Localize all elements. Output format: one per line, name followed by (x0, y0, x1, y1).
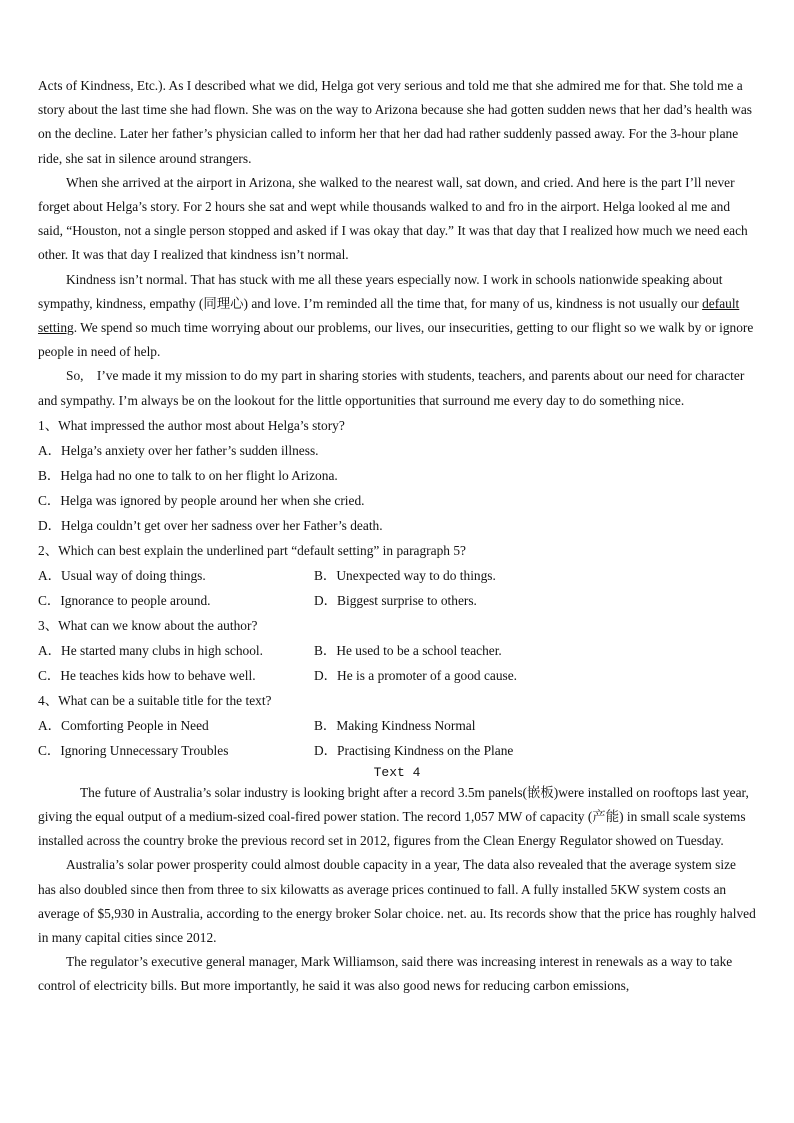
underlined-phrase: default setting (38, 295, 740, 336)
section-heading: Text 4 (373, 764, 421, 780)
question-stem: 2、Which can best explain the underlined part “default setting” in paragraph 5? (38, 542, 466, 558)
option-row (38, 563, 756, 588)
option-row (38, 663, 756, 688)
question-2 (38, 538, 756, 613)
option-d: D．Helga couldn’t get over her sadness over her Father’s death. (38, 517, 383, 533)
passage-paragraph: When she arrived at the airport in Arizona, she walked to the nearest wall, sat down, and cried. And here is the part I’ll never forget about Helga’s story. For 2 hours she sat and wept while thousands walked to and fro in the airport. Helga looked al me and said, “Houston, not a single person stopped and asked if I was okay that day.” It was that day that I realized how much we need each other. It was that day I realized that kindness isn’t normal. (38, 174, 748, 263)
option-a: A．Usual way of doing things. (38, 567, 206, 583)
option-c: C．Ignorance to people around. (38, 592, 211, 608)
option-row (38, 713, 756, 738)
question-4 (38, 688, 756, 763)
option-b: B．Making Kindness Normal (314, 717, 476, 733)
option-a: A．Helga’s anxiety over her father’s sudden illness. (38, 442, 319, 458)
paragraph-text: . We spend so much time worrying about our problems, our lives, our insecurities, getting to our flight so we walk by or ignore people in need of help. (38, 320, 754, 360)
passage-paragraph: The regulator’s executive general manager, Mark Williamson, said there was increasing interest in renewals as a way to take control of electricity bills. But more importantly, he said it was also good news for reducing carbon emissions, (38, 954, 733, 994)
passage-paragraph: Acts of Kindness, Etc.). As I described what we did, Helga got very serious and told me that she admired me for that. She told me a story about the last time she had flown. She was on the way to Arizona because she had gotten sudden news that her dad’s health was on the decline. Later her father’s physician called to inform her that her dad had rather suddenly passed away. For the 3-hour plane ride, she sat in silence around strangers. (38, 78, 752, 166)
passage-paragraph: The future of Australia’s solar industry is looking bright after a record 3.5m panels(嵌板)were installed on rooftops last year, giving the equal output of a medium-sized coal-fired power station. The record 1,057 MW of capacity (产能) in small scale systems installed across the country broke the previous record set in 2012, figures from the Clean Energy Regulator showed on Tuesday. (38, 784, 749, 849)
question-stem: 3、What can we know about the author? (38, 617, 258, 633)
option-c: C．Helga was ignored by people around her when she cried. (38, 492, 365, 508)
question-stem: 4、What can be a suitable title for the text? (38, 692, 272, 708)
passage-paragraph: Australia’s solar power prosperity could almost double capacity in a year, The data also revealed that the average system size has also doubled since then from three to six kilowatts as average prices continued to fall. A fully installed 5KW system costs an average of $5,930 in Australia, according to the energy broker Solar choice. net. au. Its records show that the price has roughly halved in many capital cities since 2012. (38, 857, 756, 946)
option-a: A．Comforting People in Need (38, 717, 209, 733)
option-d: D．He is a promoter of a good cause. (314, 667, 518, 683)
option-b: B．He used to be a school teacher. (314, 642, 502, 658)
question-stem: 1、What impressed the author most about Helga’s story? (38, 417, 345, 433)
paragraph-text: Kindness isn’t normal. That has stuck with me all these years especially now. I work in schools nationwide speaking about sympathy, kindness, empathy (同理心) and love. I’m reminded all the time that, for many of us, kindness is not usually our (38, 271, 723, 311)
question-3 (38, 613, 756, 688)
option-row (38, 638, 756, 663)
option-row (38, 588, 756, 613)
question-1 (38, 413, 756, 538)
passage-paragraph: So, I’ve made it my mission to do my part in sharing stories with students, teachers, and parents about our need for character and sympathy. I’m always be on the lookout for the little opportunities that surround me every day to do something nice. (38, 368, 745, 408)
option-b: B．Unexpected way to do things. (314, 567, 496, 583)
option-d: D．Practising Kindness on the Plane (314, 742, 514, 758)
option-row (38, 738, 756, 763)
passage-paragraph (38, 268, 756, 365)
option-c: C．He teaches kids how to behave well. (38, 667, 256, 683)
option-a: A．He started many clubs in high school. (38, 642, 263, 658)
option-c: C．Ignoring Unnecessary Troubles (38, 742, 229, 758)
option-b: B．Helga had no one to talk to on her flight lo Arizona. (38, 467, 338, 483)
document-page (38, 74, 756, 999)
option-d: D．Biggest surprise to others. (314, 592, 477, 608)
